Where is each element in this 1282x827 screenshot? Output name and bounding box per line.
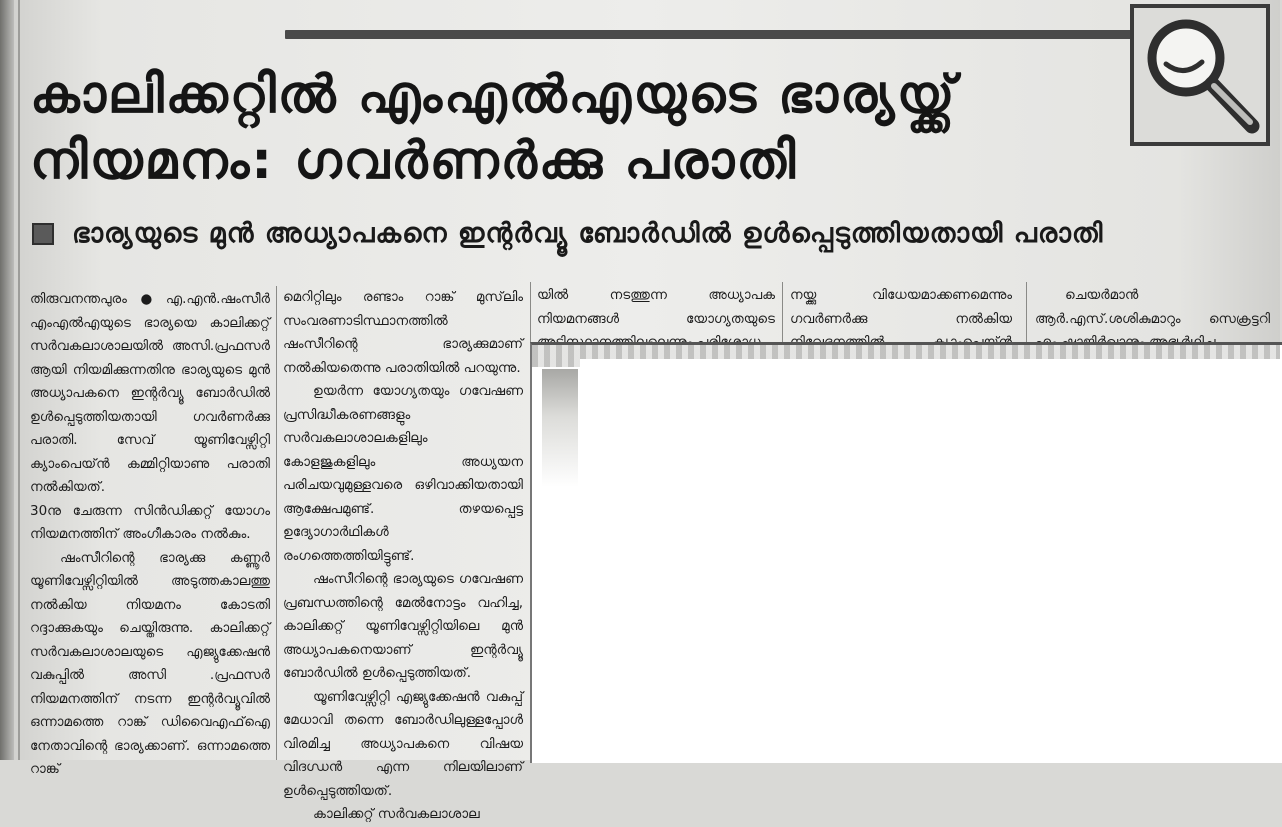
article-column-3 [537,284,775,344]
page-fold-line [18,0,20,760]
article-column-4 [790,284,1012,344]
ad-left-panel [542,369,578,763]
paragraph: ഷംസീറിന്റെ ഭാര്യക്കു കണ്ണൂർ യൂണിവേഴ്സിറ്റിയിൽ അടുത്തകാലത്തു നൽകിയ നിയമനം കോടതി റദ്ദാക്കുകയും ചെയ്തിരുന്നു. കാലിക്കറ്റ് സർവകലാശാലയുടെ എജ്യുക്കേഷൻ വകുപ്പിൽ അസി .പ്രഫസർ നിയമനത്തിന് നടന്ന ഇന്റർവ്യൂവിൽ ഒന്നാമത്തെ റാങ്ക് ഡിവൈഎഫ്ഐ നേതാവിന്റെ ഭാര്യക്കാണ്. ഒന്നാമത്തെ റാങ്ക് [30,549,270,777]
magnifier-icon-graphic [1134,8,1266,142]
subheadline-row [32,208,1272,260]
ad-blank-space [580,359,1280,763]
paragraph: മെറിറ്റിലും രണ്ടാം റാങ്ക് മുസ്‌ലിം സംവരണാടിസ്ഥാനത്തിൽ ഷംസീറിന്റെ ഭാര്യക്കുമാണ് നൽകിയതെന്നു പരാതിയിൽ പറയുന്നു. [283,289,523,376]
column-divider [782,282,783,342]
paragraph: കാലിക്കറ്റ് സർവകലാശാല [313,806,480,822]
paragraph: ഷംസീറിന്റെ ഭാര്യയുടെ ഗവേഷണ പ്രബന്ധത്തിന്റെ മേൽനോട്ടം വഹിച്ച, കാലിക്കറ്റ് യൂണിവേഴ്സിറ്റിയിലെ മുൻ അധ്യാപകനെയാണ് ഇന്റർവ്യൂ ബോർഡിൽ ഉൾപ്പെടുത്തിയത്. [283,571,523,681]
paragraph: ഉയർന്ന യോഗ്യതയും ഗവേഷണ പ്രസിദ്ധീകരണങ്ങളും സർവകലാശാലകളിലും കോളജുകളിലും അധ്യയന പരിചയവുമുള്ളവരെ ഒഴിവാക്കിയതായി ആക്ഷേപമുണ്ട്. തഴയപ്പെട്ട ഉദ്യോഗാർഥികൾ രംഗത്തെത്തിയിട്ടുണ്ട്. [283,383,523,564]
headline-line-2: നിയമനം: ഗവർണർക്കു പരാതി [30,131,798,191]
paragraph: യൂണിവേഴ്സിറ്റി എജ്യുക്കേഷൻ വകുപ്പ് മേധാവി തന്നെ ബോർഡിലുള്ളപ്പോൾ വിരമിച്ച അധ്യാപകനെ വിഷയ വിദഗ്ധൻ എന്ന നിലയിലാണ് ഉൾപ്പെടുത്തിയത്. [283,688,523,799]
headline [30,62,1120,194]
paragraph: യിൽ നടത്തുന്ന അധ്യാപക നിയമനങ്ങൾ യോഗ്യതയുടെ [537,287,775,327]
page-edge-shadow [0,0,14,760]
subheadline: ഭാര്യയുടെ മുൻ അധ്യാപകനെ ഇന്റർവ്യൂ ബോർഡിൽ ഉൾപ്പെടുത്തിയതായി പരാതി [72,218,1104,249]
column-divider [530,282,531,342]
paragraph: നയ്ക്കു വിധേയമാക്കണമെന്നും ഗവർണർക്കു നൽകിയ [790,287,1012,327]
advertisement-area [530,342,1282,763]
top-rule [285,30,1140,39]
paragraph: ചെയർമാൻ ആർ.എസ്.ശശികുമാറും സെക്രട്ടറി [1035,287,1270,327]
paragraph: തിരുവനന്തപുരം●എ.എൻ.ഷംസീർ എംഎൽഎയുടെ ഭാര്യയെ കാലിക്കറ്റ് സർവകലാശാലയിൽ അസി.പ്രഫസർ ആയി നിയമിക്കുന്നതിനു ഭാര്യയുടെ മുൻ അധ്യാപകനെ ഇന്റർവ്യൂ ബോർഡിൽ ഉൾപ്പെടുത്തിയതായി ഗവർണർക്കു പരാതി. സേവ് യൂണിവേഴ്സിറ്റി ക്യാംപെയ്ൻ കമ്മിറ്റിയാണു പരാതി നൽകിയത്. [30,291,270,495]
magnifier-icon [1130,4,1270,146]
square-bullet-icon [32,223,54,245]
article-column-2 [283,286,523,822]
headline-line-1: കാലിക്കറ്റിൽ എംഎൽഎയുടെ ഭാര്യയ്ക്ക് [30,65,957,125]
article-column-1 [30,288,270,777]
article-column-5 [1035,284,1270,344]
column-divider [276,286,277,760]
column-divider [1026,282,1027,342]
paragraph: 30നു ചേരുന്ന സിൻഡിക്കറ്റ് യോഗം നിയമനത്തിന് അംഗീകാരം നൽകും. [30,502,270,542]
